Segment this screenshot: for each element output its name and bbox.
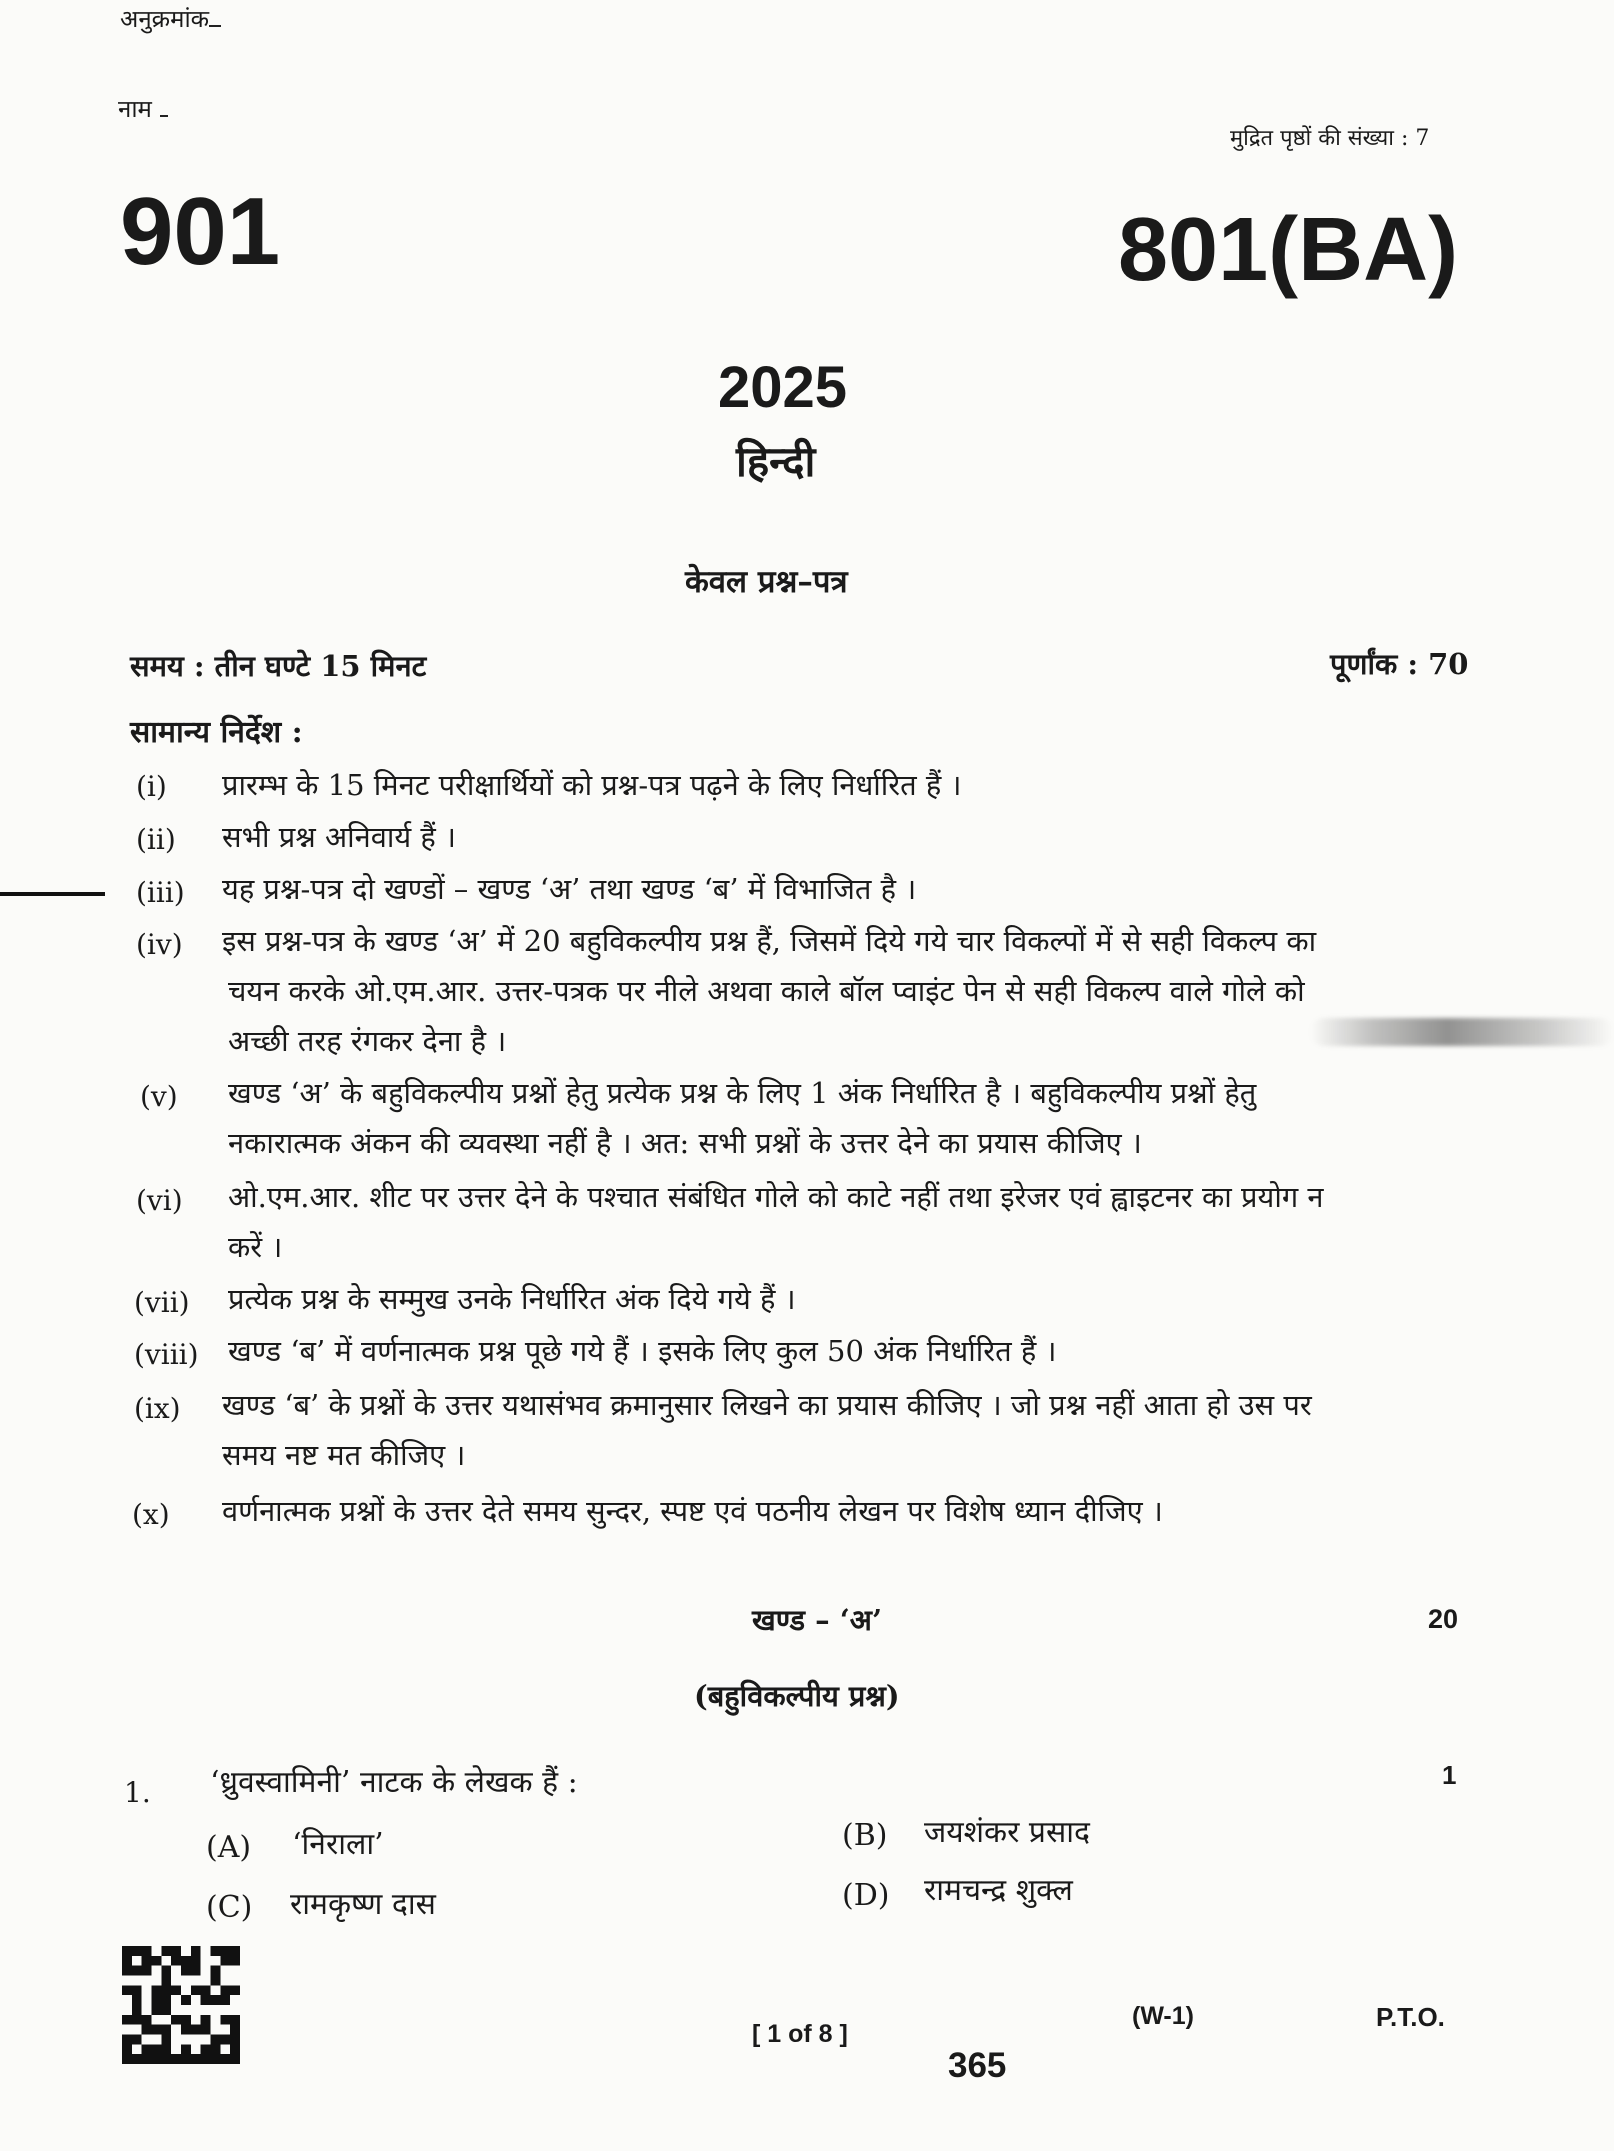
instruction-number: (vi) (136, 1184, 183, 1217)
section-marks: 20 (1428, 1604, 1459, 1634)
subject-code-left: 901 (120, 178, 281, 285)
series-code: (W-1) (1132, 2002, 1194, 2030)
instruction-text: समय नष्ट मत कीजिए । (222, 1438, 466, 1472)
instruction-number: (v) (140, 1080, 178, 1113)
option-text: रामकृष्ण दास (290, 1887, 436, 1922)
name-label: नाम (118, 92, 168, 125)
margin-mark (0, 892, 105, 896)
instruction-text: वर्णनात्मक प्रश्नों के उत्तर देते समय सुन्दर, स्पष्ट एवं पठनीय लेखन पर विशेष ध्यान दीजिए । (222, 1494, 1163, 1528)
option-text: जयशंकर प्रसाद (924, 1815, 1090, 1850)
instruction-text: करें । (228, 1230, 283, 1264)
option-label: (A) (206, 1830, 252, 1865)
instruction-text: प्रारम्भ के 15 मिनट परीक्षार्थियों को प्रश्न-पत्र पढ़ने के लिए निर्धारित हैं । (222, 768, 962, 802)
exam-year: 2025 (718, 355, 848, 420)
scan-smudge (1310, 1018, 1614, 1046)
instructions-heading: सामान्य निर्देश : (130, 715, 303, 750)
instruction-text: इस प्रश्न-पत्र के खण्ड ‘अ’ में 20 बहुविकल्पीय प्रश्न हैं, जिसमें दिये गये चार विकल्पों में से सही विकल्प का (222, 924, 1317, 958)
instruction-text: खण्ड ‘अ’ के बहुविकल्पीय प्रश्नों हेतु प्रत्येक प्रश्न के लिए 1 अंक निर्धारित है । बहुविकल्पीय प्रश्नों हेतु (228, 1076, 1257, 1110)
instruction-text: सभी प्रश्न अनिवार्य हैं । (222, 820, 456, 854)
instruction-text: नकारात्मक अंकन की व्यवस्था नहीं है । अत: सभी प्रश्नों के उत्तर देने का प्रयास कीजिए । (228, 1126, 1142, 1160)
instruction-text: खण्ड ‘ब’ में वर्णनात्मक प्रश्न पूछे गये हैं । इसके लिए कुल 50 अंक निर्धारित हैं । (228, 1334, 1057, 1368)
instruction-number: (iii) (136, 876, 185, 909)
instruction-number: (viii) (134, 1338, 199, 1371)
qr-code (122, 1946, 240, 2064)
instruction-text: प्रत्येक प्रश्न के सम्मुख उनके निर्धारित अंक दिये गये हैं । (228, 1282, 796, 1316)
instruction-number: (vii) (134, 1286, 190, 1319)
option-text: ‘निराला’ (292, 1827, 384, 1862)
subject-code-right: 801(BA) (1118, 200, 1459, 300)
instruction-text: खण्ड ‘ब’ के प्रश्नों के उत्तर यथासंभव क्रमानुसार लिखने का प्रयास कीजिए । जो प्रश्न नहीं आता हो उस पर (222, 1388, 1312, 1422)
instruction-number: (i) (136, 770, 167, 803)
max-marks: पूर्णांक : 70 (1330, 647, 1469, 681)
option-label: (C) (206, 1890, 253, 1925)
roll-number-label: अनुक्रमांक (120, 2, 221, 35)
instruction-text: ओ.एम.आर. शीट पर उत्तर देने के पश्चात संबंधित गोले को काटे नहीं तथा इरेजर एवं ह्वाइटनर का प्रयोग न (228, 1180, 1324, 1214)
paper-type: केवल प्रश्न–पत्र (685, 564, 848, 600)
page-number: 365 (948, 2046, 1007, 2085)
instruction-text: यह प्रश्न-पत्र दो खण्डों – खण्ड ‘अ’ तथा खण्ड ‘ब’ में विभाजित है । (222, 872, 917, 906)
instruction-number: (ix) (134, 1392, 181, 1425)
section-subtitle: (बहुविकल्पीय प्रश्न) (694, 1679, 900, 1713)
time-allowed: समय : तीन घण्टे 15 मिनट (130, 649, 427, 683)
question-marks: 1 (1442, 1760, 1457, 1790)
option-label: (D) (842, 1878, 890, 1913)
question-text: ‘ध्रुवस्वामिनी’ नाटक के लेखक हैं : (210, 1765, 578, 1800)
option-label: (B) (842, 1818, 888, 1853)
page-indicator: [ 1 of 8 ] (752, 2020, 848, 2048)
instruction-number: (iv) (136, 928, 183, 961)
printed-pages: मुद्रित पृष्ठों की संख्या : 7 (1230, 126, 1430, 151)
instruction-number: (ii) (136, 823, 176, 856)
section-title: खण्ड – ‘अ’ (752, 1603, 883, 1637)
pto-label: P.T.O. (1376, 2002, 1445, 2032)
option-text: रामचन्द्र शुक्ल (924, 1873, 1073, 1908)
instruction-text: अच्छी तरह रंगकर देना है । (228, 1024, 507, 1058)
instruction-text: चयन करके ओ.एम.आर. उत्तर-पत्रक पर नीले अथवा काले बॉल प्वाइंट पेन से सही विकल्प वाले गोले को (228, 974, 1305, 1008)
question-number: 1. (124, 1776, 151, 1809)
instruction-number: (x) (132, 1498, 170, 1531)
subject-title: हिन्दी (736, 437, 816, 486)
